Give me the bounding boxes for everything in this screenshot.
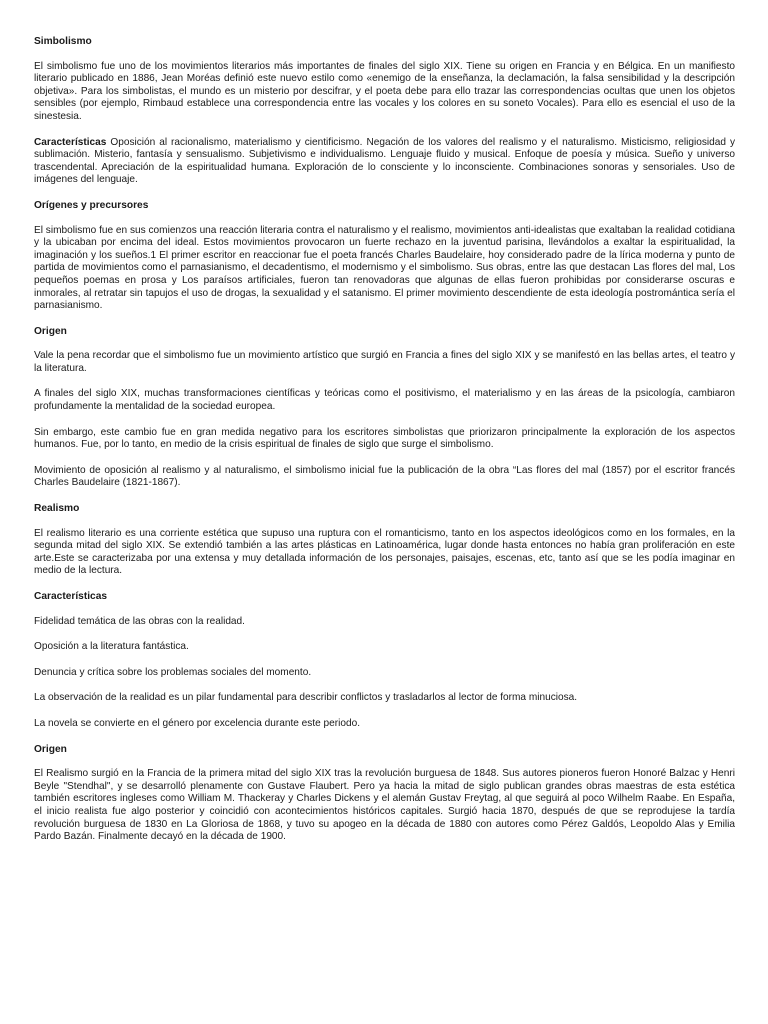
heading-caracteristicas-realismo: Características: [34, 591, 108, 602]
heading-origen-realismo: Origen: [34, 743, 67, 755]
paragraph-origen-2: A finales del siglo XIX, muchas transformaciones científicas y teóricas como el positivismo, el materialismo y en las áreas de la psicología, cambiaron profundamente la mentalidad de la sociedad europea.: [34, 388, 735, 413]
paragraph-realismo: El realismo literario es una corriente estética que supuso una ruptura con el romanticismo, tanto en los aspectos ideológicos como en los formales, en la segunda mitad del siglo XIX. Se extendió también a las artes plásticas en Latinoamérica, lugar donde hasta entonces no había gran proliferación en este arte.Este se caracterizaba por una extensa y muy detallada información de los personajes, paisajes, escenas, etc, tanto así que se les podía imaginar en medio de la lectura.: [34, 527, 735, 577]
heading-origenes: Orígenes y precursores: [34, 199, 149, 211]
paragraph-origen-realismo: El Realismo surgió en la Francia de la primera mitad del siglo XIX tras la revolución burguesa de 1848. Sus autores pioneros fueron Honoré Balzac y Henri Beyle "Stendhal", y se desarrolló plenamente con Gustave Flaubert. Pero ya hacia la mitad de siglo publican grandes obras maestras de esta estética también escritores ingleses como William M. Thackeray y Charles Dickens y el alemán Gustav Freytag, al que seguirá al poco Wilhelm Raabe. En España, el inicio realista fue algo posterior y coincidió con acontecimientos históricos capitales. Surgió hacia 1870, después de que se reprodujese la tardía revolución burguesa de 1830 en La Gloriosa de 1868, y tuvo su apogeo en la década de 1880 con autores como Pérez Galdós, Leopoldo Alas y Emilia Pardo Bazán. Finalmente decayó en la década de 1900.: [34, 768, 735, 843]
list-item: La observación de la realidad es un pilar fundamental para describir conflictos y trasladarlos al lector de forma minuciosa.: [34, 692, 578, 704]
paragraph-origen-4: Movimiento de oposición al realismo y al naturalismo, el simbolismo inicial fue la publicación de la obra “Las flores del mal (1857) por el escritor francés Charles Baudelaire (1821-1867).: [34, 464, 735, 489]
paragraph-simbolismo-intro: El simbolismo fue uno de los movimientos literarios más importantes de finales del siglo XIX. Tiene su origen en Francia y en Bélgica. En un manifiesto literario publicado en 1886, Jean Moréas definió este nuevo estilo como «enemigo de la enseñanza, la declamación, la falsa sensibilidad y la descripción objetiva». Para los simbolistas, el mundo es un misterio por descifrar, y el poeta debe para ello trazar las correspondencias ocultas que unen los objetos sensibles (por ejemplo, Rimbaud establece una correspondencia entre las vocales y los colores en su soneto Vocales). Para ello es esencial el uso de la sinestesia.: [34, 60, 735, 122]
heading-realismo: Realismo: [34, 503, 80, 515]
paragraph-origen-3: Sin embargo, este cambio fue en gran medida negativo para los escritores simbolistas que priorizaron principalmente la exploración de los aspectos humanos. Fue, por lo tanto, en medio de la crisis espiritual de finales de siglo que surge el simbolismo.: [34, 426, 735, 451]
list-item: Fidelidad temática de las obras con la realidad.: [34, 615, 245, 627]
list-item: Oposición a la literatura fantástica.: [34, 641, 189, 653]
list-item: Denuncia y crítica sobre los problemas sociales del momento.: [34, 666, 312, 678]
paragraph-simbolismo-caracteristicas: [34, 137, 735, 187]
paragraph-origenes: El simbolismo fue en sus comienzos una reacción literaria contra el naturalismo y el realismo, movimientos anti-idealistas que exaltaban la realidad cotidiana y la ubicaban por encima del ideal. Estos movimientos provocaron un fuerte rechazo en la juventud parisina, llevándolos a exaltar la espiritualidad, la imaginación y los sueños.1 El primer escritor en reaccionar fue el poeta francés Charles Baudelaire, hoy considerado padre de la lírica moderna y punto de partida de movimientos como el parnasianismo, el decadentismo, el modernismo y el simbolismo. Sus obras, entre las que destacan Las flores del mal, Los pequeños poemas en prosa y Los paraísos artificiales, fueron tan renovadoras que algunas de ellas fueron prohibidas por considerarse oscuras e inmorales, al retratar sin tapujos el uso de drogas, la sexualidad y el satanismo. El primer movimiento descendiente de esta ideología postromántica sería el parnasianismo.: [34, 224, 735, 312]
heading-origen-simbolismo: Origen: [34, 325, 67, 337]
heading-simbolismo: Simbolismo: [34, 36, 92, 47]
list-item: La novela se convierte en el género por excelencia durante este periodo.: [34, 717, 361, 729]
caracteristicas-text: Oposición al racionalismo, materialismo y cientificismo. Negación de los valores del realismo y el naturalismo. Misticismo, religiosidad y sublimación. Misterio, fantasía y sensualismo. Subjetivismo e individualismo. Lenguaje fluido y musical. Enfoque de poesía y música. Sueño y universo trascendental. Apreciación de la espiritualidad humana. Exploración de lo consciente y lo inconsciente. Combinaciones sonoras y sensoriales. Uso de imágenes del lenguaje.: [34, 136, 735, 186]
paragraph-origen-1: Vale la pena recordar que el simbolismo fue un movimiento artístico que surgió en Francia a fines del siglo XIX y se manifestó en las bellas artes, el teatro y la literatura.: [34, 350, 735, 374]
caracteristicas-label: Características: [34, 136, 107, 148]
